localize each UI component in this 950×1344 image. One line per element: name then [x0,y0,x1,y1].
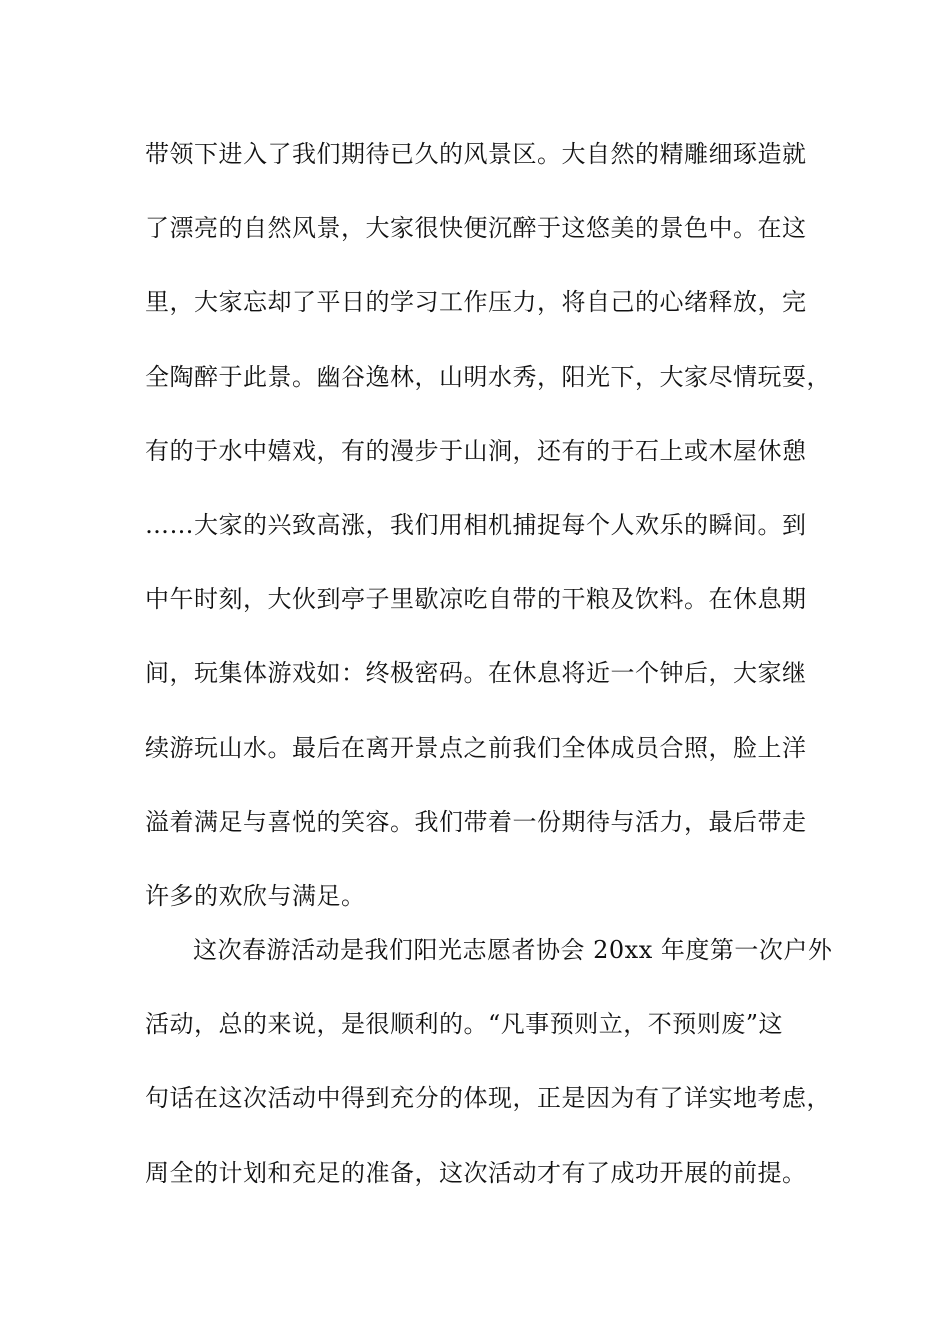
paragraph-line: ……大家的兴致高涨，我们用相机捕捉每个人欢乐的瞬间。到 [145,510,807,539]
paragraph-line: 这次春游活动是我们阳光志愿者协会 20xx 年度第一次户外 [193,936,833,964]
paragraph-line: 全陶醉于此景。幽谷逸林，山明水秀，阳光下，大家尽情玩耍， [145,362,831,391]
paragraph-line: 里，大家忘却了平日的学习工作压力，将自己的心绪释放，完 [145,288,807,317]
paragraph-line: 许多的欢欣与满足。 [145,881,366,910]
paragraph-1 [145,134,831,950]
paragraph-line: 带领下进入了我们期待已久的风景区。大自然的精雕细琢造就 [145,140,807,168]
paragraph-line: 续游玩山水。最后在离开景点之前我们全体成员合照，脸上洋 [145,733,807,762]
paragraph-line: 了漂亮的自然风景，大家很快便沉醉于这悠美的景色中。在这 [145,214,807,243]
paragraph-line: 有的于水中嬉戏，有的漫步于山涧，还有的于石上或木屋休憩 [145,436,807,465]
paragraph-line: 活动，总的来说，是很顺利的。“凡事预则立，不预则废”这 [145,1010,784,1039]
paragraph-2 [145,930,833,1227]
paragraph-line: 句话在这次活动中得到充分的体现，正是因为有了详实地考虑， [145,1084,831,1113]
paragraph-line: 中午时刻，大伙到亭子里歇凉吃自带的干粮及饮料。在休息期 [145,585,807,614]
paragraph-line: 溢着满足与喜悦的笑容。我们带着一份期待与活力，最后带走 [145,807,807,836]
paragraph-line: 周全的计划和充足的准备，这次活动才有了成功开展的前提。 [145,1158,807,1187]
paragraph-line: 间，玩集体游戏如：终极密码。在休息将近一个钟后，大家继 [145,659,807,688]
